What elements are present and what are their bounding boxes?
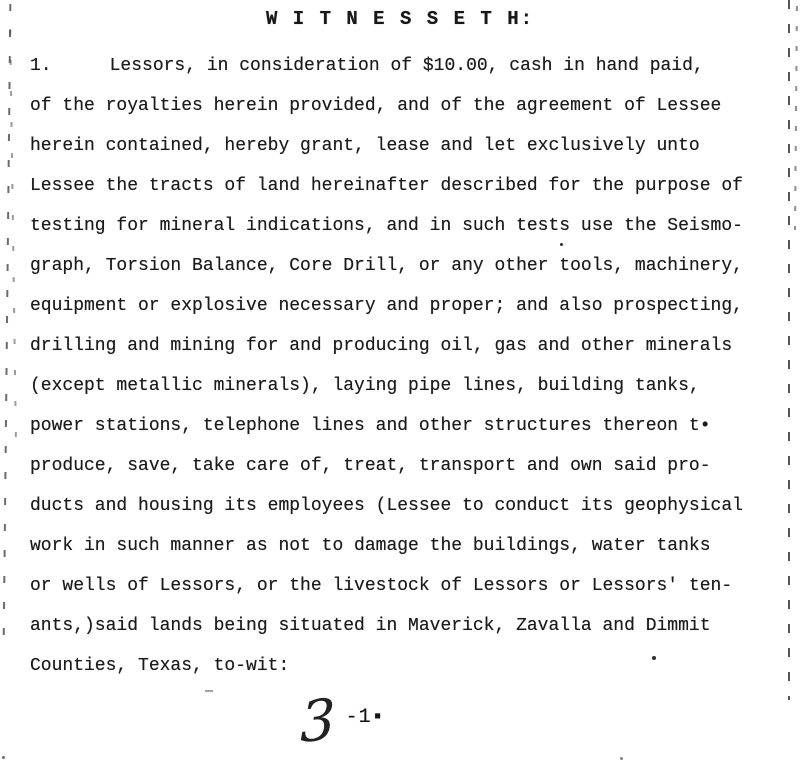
paragraph-1 (30, 46, 774, 686)
document-line: testing for mineral indications, and in such tests use the Seismo- (30, 216, 743, 236)
scan-speck (620, 757, 623, 760)
scan-artifact-right-edge-outer (794, 0, 798, 230)
handwritten-page-number: 3 (300, 686, 336, 757)
document-line: drilling and mining for and producing oil, gas and other minerals (30, 336, 733, 356)
document-line: (except metallic minerals), laying pipe lines, building tanks, (30, 376, 700, 396)
document-line: produce, save, take care of, treat, transport and own said pro- (30, 456, 711, 476)
document-line: equipment or explosive necessary and proper; and also prospecting, (30, 296, 743, 316)
document-line: Lessee the tracts of land hereinafter described for the purpose of (30, 176, 743, 196)
document-line: ducts and housing its employees (Lessee to conduct its geophysical (30, 496, 743, 516)
document-line (30, 46, 774, 86)
paragraph-first-line: Lessors, in consideration of $10.00, cash in hand paid, (109, 56, 704, 76)
scan-artifact-left-edge-inner (9, 20, 17, 440)
paragraph-number: 1. (30, 56, 52, 76)
document-line: or wells of Lessors, or the livestock of Lessors or Lessors' ten- (30, 576, 733, 596)
scan-speck (205, 690, 213, 692)
scan-speck (2, 756, 5, 759)
typed-page-number: -1▪ (345, 706, 385, 729)
document-line: of the royalties herein provided, and of the agreement of Lessee (30, 96, 722, 116)
document-line: ants,)said lands being situated in Maverick, Zavalla and Dimmit (30, 616, 711, 636)
document-line: graph, Torsion Balance, Core Drill, or any other tools, machinery, (30, 256, 743, 276)
document-line: Counties, Texas, to-wit: (30, 656, 290, 676)
document-line: work in such manner as not to damage the buildings, water tanks (30, 536, 711, 556)
scan-artifact-right-edge (788, 0, 790, 700)
document-line: herein contained, hereby grant, lease and let exclusively unto (30, 136, 700, 156)
document-heading: W I T N E S S E T H: (265, 8, 535, 30)
document-line: power stations, telephone lines and other structures thereon t• (30, 416, 711, 436)
page-footer (300, 686, 385, 772)
scan-artifact-left-edge (3, 4, 12, 644)
